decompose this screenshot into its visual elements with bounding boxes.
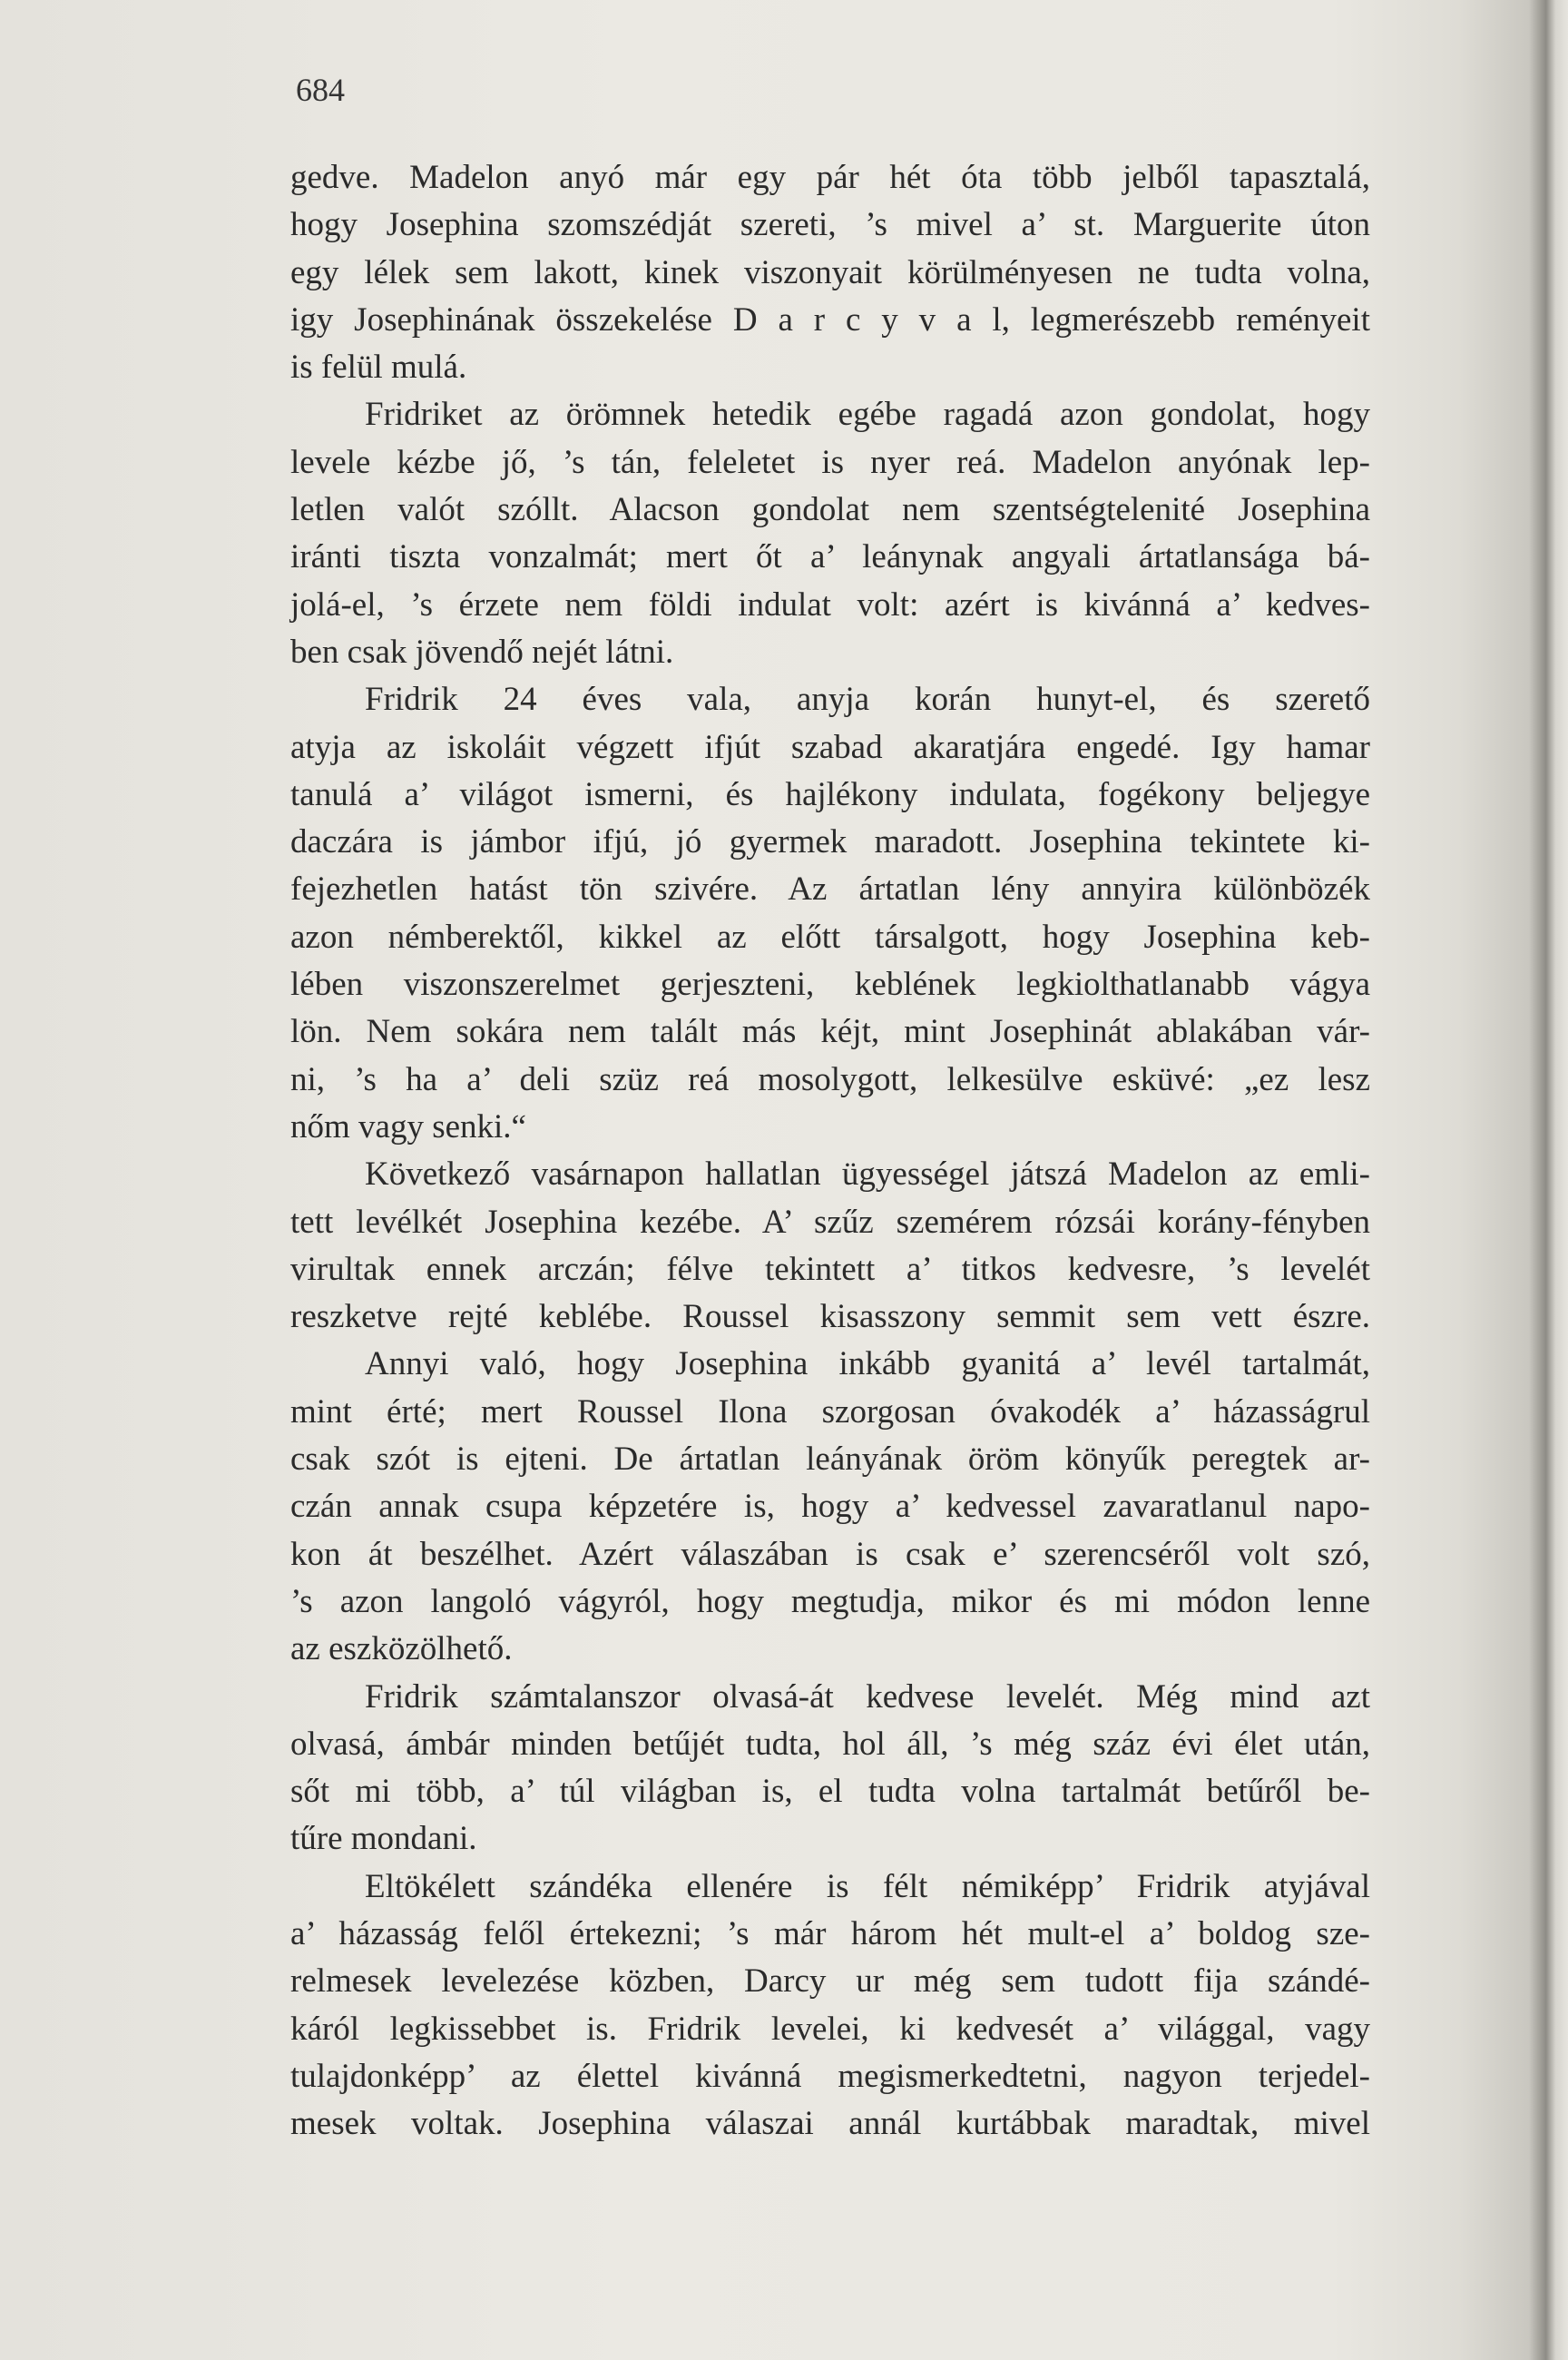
text-line: Fridriket az örömnek hetedik egébe ragadá azon gondolat, hogy <box>365 396 1370 434</box>
text-line: gedve. Madelon anyó már egy pár hét óta több jelből tapasztalá, <box>290 159 1370 196</box>
text-line: az eszközölhető. <box>290 1630 513 1668</box>
text-line: káról legkissebbet is. Fridrik levelei, ki kedvesét a’ világgal, vagy <box>290 2010 1370 2048</box>
text-line: iránti tiszta vonzalmát; mert őt a’ leánynak angyali ártatlansága bá- <box>290 538 1370 576</box>
text-line: letlen valót szóllt. Alacson gondolat nem szentségtelenité Josephina <box>290 491 1370 529</box>
text-line: virultak ennek arczán; félve tekintett a’ titkos kedvesre, ’s levelét <box>290 1250 1370 1288</box>
text-line: relmesek levelezése közben, Darcy ur még sem tudott fija szándé- <box>290 1962 1370 2001</box>
text-line: tett levélkét Josephina kezébe. A’ szűz szemérem rózsái korány-fényben <box>290 1203 1370 1241</box>
text-line: reszketve rejté keblébe. Roussel kisasszony semmit sem vett észre. <box>290 1298 1370 1336</box>
body-text <box>290 154 1370 2148</box>
text-line: olvasá, ámbár minden betűjét tudta, hol áll, ’s még száz évi élet után, <box>290 1725 1370 1763</box>
text-line: ni, ’s ha a’ deli szüz reá mosolygott, lelkesülve esküvé: „ez lesz <box>290 1060 1370 1098</box>
text-line: fejezhetlen hatást tön szivére. Az ártatlan lény annyira különbözék <box>290 870 1370 909</box>
text-line: ben csak jövendő nejét látni. <box>290 633 674 671</box>
text-line: Következő vasárnapon hallatlan ügyességel játszá Madelon az emli- <box>365 1155 1370 1194</box>
text-line: mesek voltak. Josephina válaszai annál kurtábbak maradtak, mivel <box>290 2105 1370 2143</box>
text-line: ’s azon langoló vágyról, hogy megtudja, mikor és mi módon lenne <box>290 1582 1370 1620</box>
text-line: is felül mulá. <box>290 349 467 387</box>
text-line: daczára is jámbor ifjú, jó gyermek maradott. Josephina tekintete ki- <box>290 823 1370 861</box>
text-line: atyja az iskoláit végzett ifjút szabad akaratjára engedé. Igy hamar <box>290 728 1370 766</box>
text-line: tanulá a’ világot ismerni, és hajlékony indulata, fogékony beljegye <box>290 775 1370 813</box>
text-line: kon át beszélhet. Azért válaszában is csak e’ szerencséről volt szó, <box>290 1535 1370 1573</box>
text-line: azon némberektől, kikkel az előtt társalgott, hogy Josephina keb- <box>290 918 1370 956</box>
text-line: sőt mi több, a’ túl világban is, el tudta volna tartalmát betűről be- <box>290 1773 1370 1811</box>
text-line: nőm vagy senki.“ <box>290 1107 526 1146</box>
text-line: egy lélek sem lakott, kinek viszonyait körülményesen ne tudta volna, <box>290 253 1370 291</box>
text-line: Eltökélett szándéka ellenére is félt némiképp’ Fridrik atyjával <box>365 1867 1370 1905</box>
text-line: levele kézbe jő, ’s tán, feleletet is nyer reá. Madelon anyónak lep- <box>290 443 1370 481</box>
text-line: hogy Josephina szomszédját szereti, ’s mivel a’ st. Marguerite úton <box>290 206 1370 244</box>
text-line: jolá-el, ’s érzete nem földi indulat volt: azért is kivánná a’ kedves- <box>290 585 1370 624</box>
text-line: mint érté; mert Roussel Ilona szorgosan óvakodék a’ házasságrul <box>290 1392 1370 1431</box>
text-line: czán annak csupa képzetére is, hogy a’ kedvessel zavaratlanul napo- <box>290 1488 1370 1526</box>
text-line: Fridrik 24 éves vala, anyja korán hunyt-el, és szerető <box>365 681 1370 719</box>
text-line: csak szót is ejteni. De ártatlan leányának öröm könyűk peregtek ar- <box>290 1441 1370 1479</box>
text-line: tulajdonképp’ az élettel kivánná megismerkedtetni, nagyon terjedel- <box>290 2057 1370 2095</box>
text-line: tűre mondani. <box>290 1820 477 1858</box>
text-line: lön. Nem sokára nem talált más kéjt, mint Josephinát ablakában vár- <box>290 1013 1370 1051</box>
text-line: Fridrik számtalanszor olvasá-át kedvese levelét. Még mind azt <box>365 1677 1370 1716</box>
page-number: 684 <box>296 72 345 108</box>
text-line: a’ házasság felől értekezni; ’s már három hét mult-el a’ boldog sze- <box>290 1914 1370 1952</box>
text-line: Annyi való, hogy Josephina inkább gyanitá a’ levél tartalmát, <box>365 1345 1370 1383</box>
text-line: lében viszonszerelmet gerjeszteni, keblének legkiolthatlanabb vágya <box>290 966 1370 1004</box>
text-line: igy Josephinának összekelése D a r c y v a l, legmerészebb reményeit <box>290 300 1370 339</box>
